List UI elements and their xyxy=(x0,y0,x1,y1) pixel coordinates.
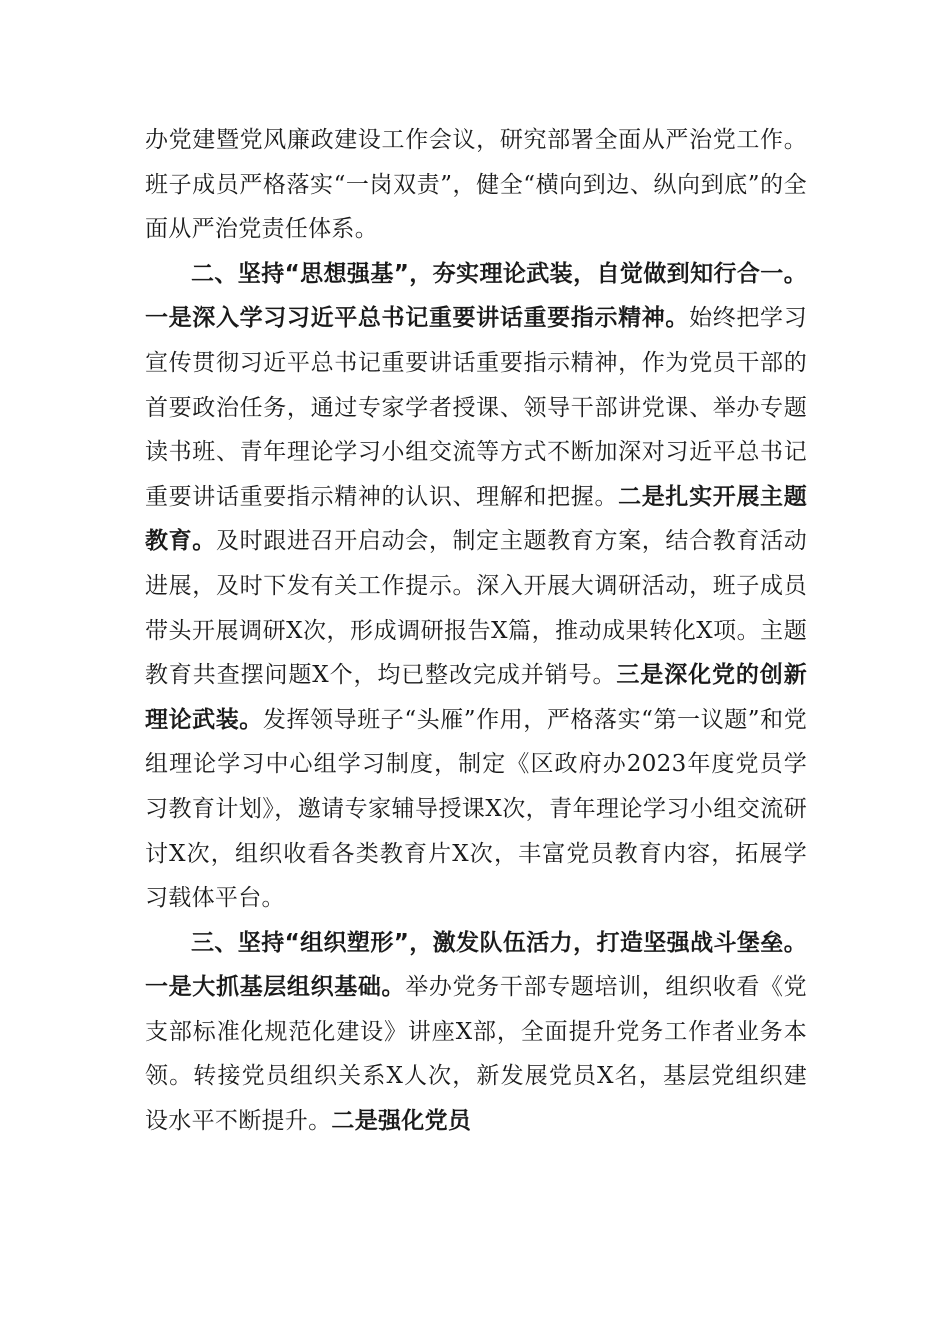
section-heading: 二、坚持“思想强基”，夯实理论武装，自觉做到知行合一。 xyxy=(191,260,807,287)
section-heading: 三、坚持“组织塑形”，激发队伍活力，打造坚强战斗堡垒。 xyxy=(191,929,807,956)
paragraph-text: 办党建暨党风廉政建设工作会议，研究部署全面从严治党工作。班子成员严格落实“一岗双责”，健全“横向到边、纵向到底”的全面从严治党责任体系。 xyxy=(145,127,807,243)
paragraph-text: 始终把学习宣传贯彻习近平总书记重要讲话重要指示精神，作为党员干部的首要政治任务，通过专家学者授课、领导干部讲党课、举办专题读书班、青年理论学习小组交流等方式不断加深对习近平总书记重要讲话重要指示精神的认识、理解和把握。 xyxy=(145,305,807,510)
sub-point-heading: 二是扎实开展主题教育。 xyxy=(145,483,807,555)
paragraph-text: 及时跟进召开启动会，制定主题教育方案，结合教育活动进展，及时下发有关工作提示。深入开展大调研活动，班子成员带头开展调研X次，形成调研报告X篇，推动成果转化X项。主题教育共查摆问题X个，均已整改完成并销号。 xyxy=(145,528,807,689)
paragraph-section-two xyxy=(145,252,807,921)
document-body xyxy=(145,118,807,1144)
sub-point-heading: 一是大抓基层组织基础。 xyxy=(145,974,406,1001)
sub-point-heading: 一是深入学习习近平总书记重要讲话重要指示精神。 xyxy=(145,305,690,332)
paragraph-text: 举办党务干部专题培训，组织收看《党支部标准化规范化建设》讲座X部，全面提升党务工作者业务本领。转接党员组织关系X人次，新发展党员X名，基层党组织建设水平不断提升。 xyxy=(145,974,807,1135)
sub-point-heading: 二是强化党员 xyxy=(331,1108,472,1135)
paragraph-text: 发挥领导班子“头雁”作用，严格落实“第一议题”和党组理论学习中心组学习制度，制定《区政府办2023年度党员学习教育计划》，邀请专家辅导授课X次，青年理论学习小组交流研讨X次，组织收看各类教育片X次，丰富党员教育内容，拓展学习载体平台。 xyxy=(145,706,807,912)
paragraph-section-three xyxy=(145,921,807,1144)
paragraph-continuation xyxy=(145,118,807,252)
sub-point-heading: 三是深化党的创新理论武装。 xyxy=(145,662,807,733)
